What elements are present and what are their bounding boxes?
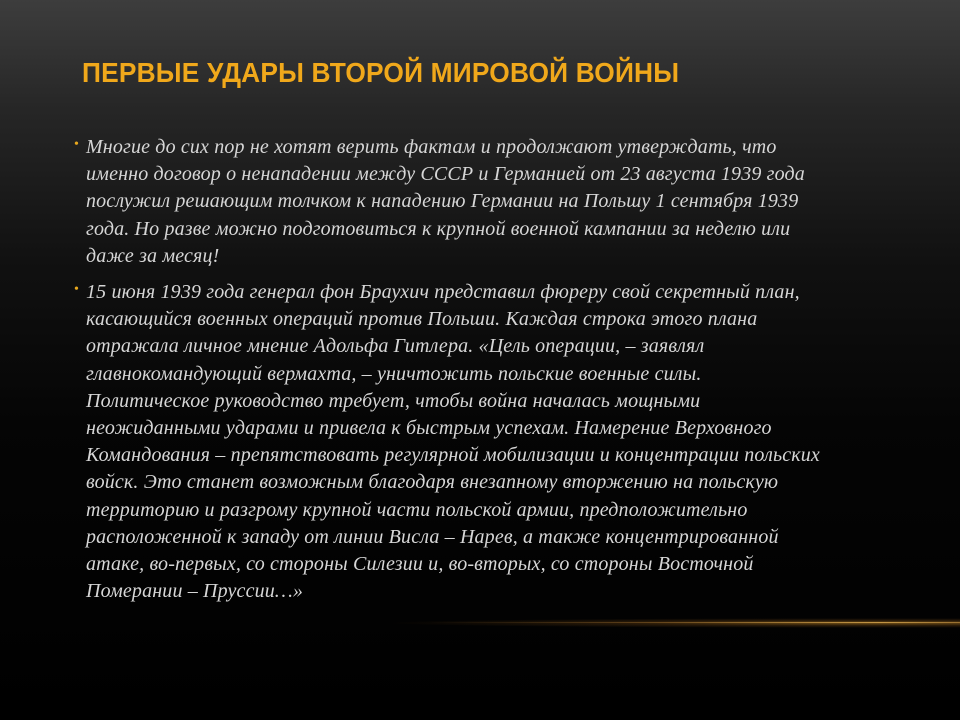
bullet-marker: • (74, 282, 79, 298)
bullet-text: 15 июня 1939 года генерал фон Браухич представил фюреру свой секретный план, касающийся военных операций против Польши. Каждая строка этого плана отражала личное мнение Адольфа Гитлера. «Цель операции, – заявлял главнокомандующий вермахта, – уничтожить польские военные силы. Политическое руководство требует, чтобы война началась мощными неожиданными ударами и привела к быстрым успехам. Намерение Верховного Командования – препятствовать регулярной мобилизации и концентрации польских войск. Это станет возможным благодаря внезапному вторжению на польскую территорию и разгрому крупной части польской армии, предположительно расположенной к западу от линии Висла – Нарев, а также концентрированной атаке, во-первых, со стороны Силезии и, во-вторых, со стороны Восточной Померании – Пруссии…» (86, 281, 820, 603)
slide-body (70, 134, 830, 614)
bullet-marker: • (74, 137, 79, 152)
bullet-text: Многие до сих пор не хотят верить фактам и продолжают утверждать, что именно договор о ненападении между СССР и Германией от 23 августа 1939 года послужил решающим толчком к нападению Германии на Польшу 1 сентября 1939 года. Но разве можно подготовиться к крупной военной кампании за неделю или даже за месяц! (86, 136, 805, 267)
decorative-accent-line (430, 622, 960, 623)
decorative-glow-line (380, 618, 960, 628)
bullet-item (70, 279, 830, 605)
slide-title: ПЕРВЫЕ УДАРЫ ВТОРОЙ МИРОВОЙ ВОЙНЫ (82, 57, 680, 88)
bullet-item (70, 134, 830, 270)
